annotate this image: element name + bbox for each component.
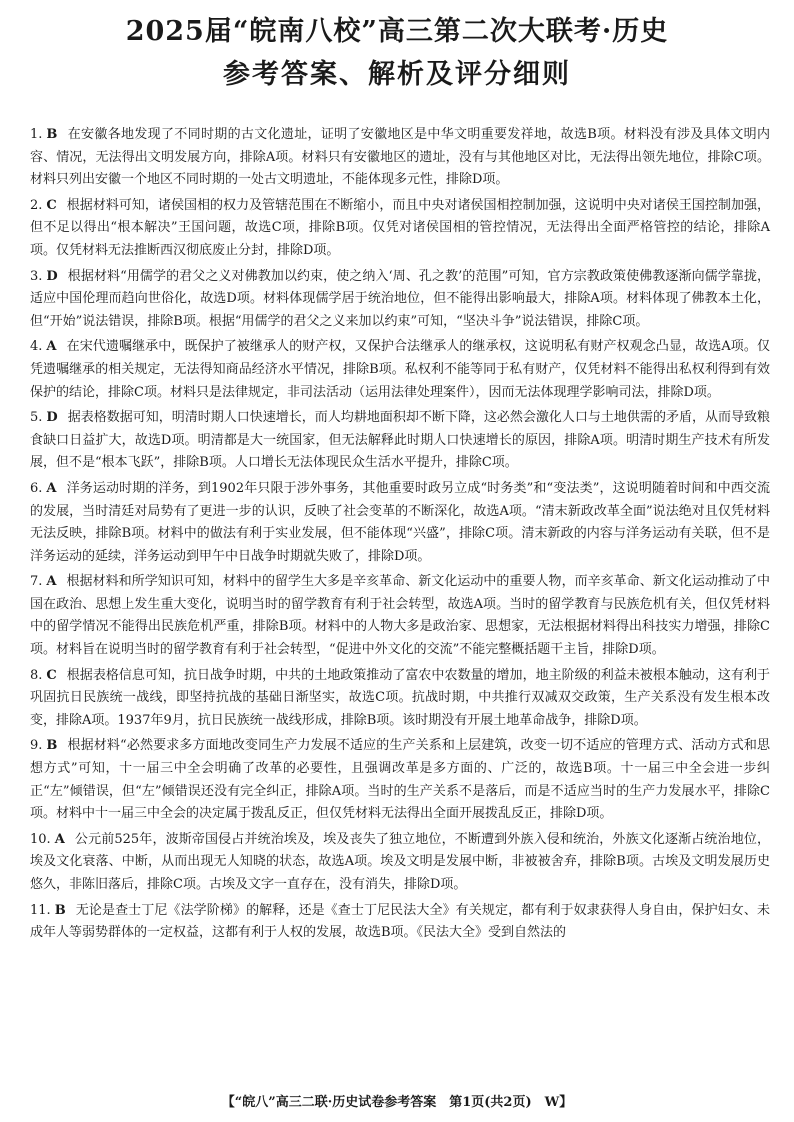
document-subtitle: 参考答案、解析及评分细则 xyxy=(223,59,571,90)
item-explanation: 据表格数据可知，明清时期人口快速增长，而人均耕地面积却不断下降，这必然会激化人口与土地供需的矛盾，从而导致粮食缺口日益扩大，故选D项。明清都是大一统国家，但无法解释此时期人口快速增长的原因，排除A项。明清时期生产技术有所发展，但不是“根本飞跃”，排除B项。人口增长无法体现民众生活水平提升，排除C项。 xyxy=(30,410,770,471)
item-number: 3. xyxy=(30,268,43,284)
item-number: 10. xyxy=(30,831,51,847)
item-explanation: 公元前525年，波斯帝国侵占并统治埃及，埃及丧失了独立地位，不断遭到外族入侵和统治，外族文化逐渐占统治地位，埃及文化衰落、中断，从而出现无人知晓的状态，故选A项。埃及文明是发展中断，非被被舍弃，排除B项。古埃及文明发展历史悠久，非陈旧落后，排除C项。古埃及文字一直存在，没有消失，排除D项。 xyxy=(30,831,770,892)
item-number: 1. xyxy=(30,127,43,142)
item-number: 7. xyxy=(30,574,43,590)
answer-item-9 xyxy=(30,735,770,825)
answer-item-10 xyxy=(30,829,770,897)
item-answer: C xyxy=(46,197,57,213)
item-explanation: 在安徽各地发现了不同时期的古文化遗址，证明了安徽地区是中华文明重要发祥地，故选B项。材料没有涉及具体文明内容、情况，无法得出文明发展方向，排除A项。材料只有安徽地区的遗址，没有与其他地区对比，无法得出领先地位，排除C项。材料只列出安徽一个地区不同时期的一处古文明遗址，不能体现多元性，排除D项。 xyxy=(30,127,770,188)
item-number: 4. xyxy=(30,339,43,355)
item-answer: A xyxy=(46,574,57,590)
answer-item-2 xyxy=(30,195,770,263)
item-answer: D xyxy=(46,410,58,426)
item-answer: B xyxy=(54,902,66,918)
answer-item-5 xyxy=(30,407,770,475)
item-explanation: 根据材料和所学知识可知，材料中的留学生大多是辛亥革命、新文化运动中的重要人物，而辛亥革命、新文化运动推动了中国在政治、思想上发生重大变化，说明当时的留学教育有利于社会转型，故选A项。当时的留学教育与民族危机有关，但仅凭材料中的留学情况不能得出民族危机严重，排除B项。材料中的人物大多是政治家、思想家，无法根据材料得出科技实力增强，排除C项。材料旨在说明当时的留学教育有利于社会转型，“促进中外文化的交流”不能完整概括题干主旨，排除D项。 xyxy=(30,574,770,658)
item-explanation: 根据材料可知，诸侯国相的权力及管辖范围在不断缩小，而且中央对诸侯国相控制加强，这说明中央对诸侯王国控制加强，但不足以得出“根本解决”王国问题，故选C项，排除B项。仅凭对诸侯国相的管控情况，无法得出全面严格管控的结论，排除A项。仅凭材料无法推断西汉彻底废止分封，排除D项。 xyxy=(30,197,770,258)
answer-list xyxy=(30,124,770,948)
item-number: 8. xyxy=(30,667,43,683)
item-explanation: 在宋代遗嘱继承中，既保护了被继承人的财产权，又保护合法继承人的继承权，这说明私有财产权观念凸显，故选A项。仅凭遗嘱继承的相关规定，无法得知商品经济水平情况，排除B项。私权利不能等同于私有财产，仅凭材料不能得出私权利得到有效保护的结论，排除C项。材料只是法律规定，非司法活动（运用法律处理案件），因而无法体现理学影响司法，排除D项。 xyxy=(30,339,770,400)
answer-item-6 xyxy=(30,478,770,568)
item-explanation: 根据材料“用儒学的君父之义对佛教加以约束，使之纳入‘周、孔之教’的范围”可知，官方宗教政策使佛教逐渐向儒学靠拢，适应中国伦理而趋向世俗化，故选D项。材料体现儒学居于统治地位，但不能得出影响最大，排除A项。材料体现了佛教本土化，但“开始”说法错误，排除B项。根据“用儒学的君父之义来加以约束”可知，“坚决斗争”说法错误，排除C项。 xyxy=(30,268,770,329)
item-answer: A xyxy=(46,480,57,496)
answer-item-7 xyxy=(30,571,770,661)
document-title: 2025届“皖南八校”高三第二次大联考·历史 xyxy=(125,16,669,47)
answer-item-8 xyxy=(30,665,770,733)
item-explanation: 根据表格信息可知，抗日战争时期，中共的土地政策推动了富农中农数量的增加，地主阶级的利益未被根本触动，这有利于巩固抗日民族统一战线，即坚持抗战的基础日渐坚实，故选C项。抗战时期，中共推行双减双交政策，生产关系没有发生根本改变，排除A项。1937年9月，抗日民族统一战线形成，排除B项。该时期没有开展土地革命战争，排除D项。 xyxy=(30,667,770,728)
item-answer: D xyxy=(46,268,58,284)
item-number: 2. xyxy=(30,197,43,213)
answer-item-11 xyxy=(30,900,770,945)
item-answer: C xyxy=(46,667,57,683)
item-explanation: 洋务运动时期的洋务，到1902年只限于涉外事务，其他重要时政另立成“时务类”和“变法类”，这说明随着时间和中西交流的发展，当时清廷对局势有了更进一步的认识，反映了社会变革的不断深化，故选A项。“清末新政改革全面”说法绝对且仅凭材料无法反映，排除B项。材料中的做法有利于实业发展，但不能体现“兴盛”，排除C项。清末新政的内容与洋务运动有关联，但不是洋务运动的延续，洋务运动到甲午中日战争时期就失败了，排除D项。 xyxy=(30,480,770,564)
page-footer: 【“皖八”高三二联·历史试卷参考答案 第1页(共2页) W】 xyxy=(221,1095,573,1110)
item-explanation: 根据材料“必然要求多方面地改变同生产力发展不适应的生产关系和上层建筑，改变一切不适应的管理方式、活动方式和思想方式”可知，十一届三中全会明确了改革的必要性，且强调改革是多方面的、广泛的，故选B项。十一届三中全会进一步纠正“左”倾错误，但“左”倾错误还没有完全纠正，排除A项。当时的生产关系不是落后，而是不适应当时的生产力发展水平，排除C项。材料中十一届三中全会的决定属于拨乱反正，但仅凭材料无法得出全面开展拨乱反正，排除D项。 xyxy=(30,738,770,822)
item-answer: B xyxy=(46,738,58,754)
answer-item-4 xyxy=(30,336,770,404)
item-number: 9. xyxy=(30,738,43,754)
item-explanation: 无论是查士丁尼《法学阶梯》的解释，还是《查士丁尼民法大全》有关规定，都有利于奴隶获得人身自由，保护妇女、未成年人等弱势群体的一定权益，这都有利于人权的发展，故选B项。《民法大全》受到自然法的 xyxy=(30,902,770,941)
item-answer: B xyxy=(46,127,58,142)
item-answer: A xyxy=(46,339,57,355)
item-number: 6. xyxy=(30,480,43,496)
answer-item-1 xyxy=(30,124,770,192)
item-answer: A xyxy=(54,831,65,847)
item-number: 11. xyxy=(30,902,51,918)
answer-item-3 xyxy=(30,266,770,334)
item-number: 5. xyxy=(30,410,43,426)
